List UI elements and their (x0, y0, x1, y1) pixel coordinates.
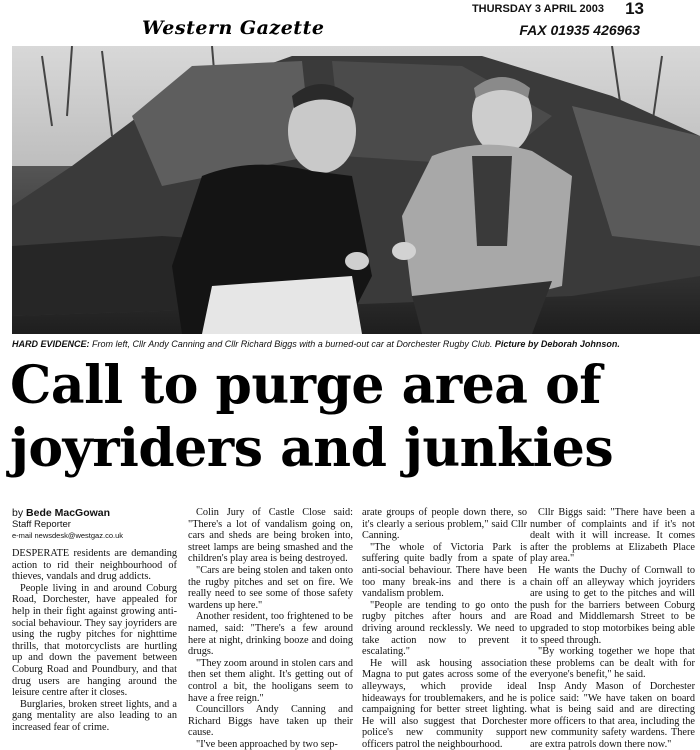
fax-number: FAX 01935 426963 (519, 22, 640, 38)
byline-email: e-mail newsdesk@westgaz.co.uk (12, 531, 123, 540)
masthead: Western Gazette (142, 17, 325, 39)
headline-line-1: Call to purge area of (10, 355, 602, 416)
paragraph: "I've been approached by two sep- (196, 738, 338, 750)
article-column-2 (188, 507, 353, 750)
paragraph: "Cars are being stolen and taken onto the rugby pitches and set on fire. We really need to see some of those safety wardens up here." (188, 564, 353, 611)
paragraph: Another resident, too frightened to be named, said: "There's a few around here at night, drinking booze and doing drugs. (188, 611, 353, 658)
photo-caption (12, 339, 692, 349)
paragraph: He wants the Duchy of Cornwall to chain off an alleyway which joyriders are using to get to the pitches and will push for the barriers between Coburg Road and Middlemarsh Street to be upgraded to stop motorbikes being able to speed through. (530, 564, 695, 646)
paragraph: People living in and around Coburg Road, Dorchester, have appealed for help in their fight against growing anti-social behaviour. They say joyriders are using the rugby pitches for nighttime thrills, that motorcyclists are hurtling up and down the pavement between Coburg Road and Poundbury, and that drug users are hanging around the leisure centre after it closes. (12, 582, 177, 699)
article-column-1 (12, 507, 177, 734)
news-photo (12, 46, 700, 334)
paragraph: "People are tending to go onto the rugby pitches after hours and are driving around recklessly. We need to take action now to prevent it escalating." (362, 599, 527, 658)
paragraph: "They zoom around in stolen cars and then set them alight. It's getting out of control a bit, the hooligans seem to have a free reign." (188, 657, 353, 704)
caption-label: HARD EVIDENCE: (12, 339, 90, 349)
byline-by: by (12, 507, 24, 519)
byline (12, 507, 177, 519)
byline-role: Staff Reporter (12, 519, 71, 530)
page-header (0, 0, 700, 46)
headline (10, 354, 698, 480)
paragraph: arate groups of people down there, so it's clearly a serious problem," said Cllr Canning. (362, 507, 527, 542)
paragraph: DESPERATE residents are demanding action to rid their neighbourhood of thieves, vandals and drug addicts. (12, 548, 177, 583)
paragraph: Councillors Andy Canning and Richard Biggs have taken up their cause. (188, 704, 353, 739)
paragraph: Cllr Biggs said: "There have been a number of complaints and if it's not dealt with it will increase. It comes after the problems at Elizabeth Place play area." (530, 507, 695, 565)
paragraph: "By working together we hope that these problems can be dealt with for everyone's benefit," he said. (530, 646, 695, 681)
photo-illustration (12, 46, 700, 334)
byline-author: Bede MacGowan (26, 507, 111, 519)
paragraph: Colin Jury of Castle Close said: "There's a lot of vandalism going on, cars and sheds are being broken into, street lamps are being smashed and the children's play area is being destroyed. (188, 507, 353, 565)
paragraph: Insp Andy Mason of Dorchester police said: "We have taken on board what is being said and are directing more officers to that area, including the new community safety wardens. There are extra patrols down there now." (530, 680, 695, 750)
paragraph: Burglaries, broken street lights, and a gang mentality are also leading to an increased fear of crime. (12, 698, 177, 733)
issue-date: THURSDAY 3 APRIL 2003 (471, 3, 604, 15)
caption-text: From left, Cllr Andy Canning and Cllr Richard Biggs with a burned-out car at Dorchester Rugby Club. (92, 339, 493, 349)
page-number: 13 (625, 0, 644, 18)
paragraph: He will ask housing association Magna to put gates across some of the alleyways, which provide ideal hideaways for troublemakers, and he is campaigning for better street lighting. He will also suggest that Dorchester police's new community support officers patrol the neighbourhood. (362, 657, 527, 750)
article-column-4 (530, 507, 695, 750)
article-column-3 (362, 507, 527, 750)
headline-line-2: joyriders and junkies (10, 418, 614, 479)
caption-credit: Picture by Deborah Johnson. (494, 339, 620, 349)
paragraph: "The whole of Victoria Park is suffering quite badly from a spate of anti-social behaviour. There have been too many break-ins and there is a vandalism problem. (362, 541, 527, 600)
